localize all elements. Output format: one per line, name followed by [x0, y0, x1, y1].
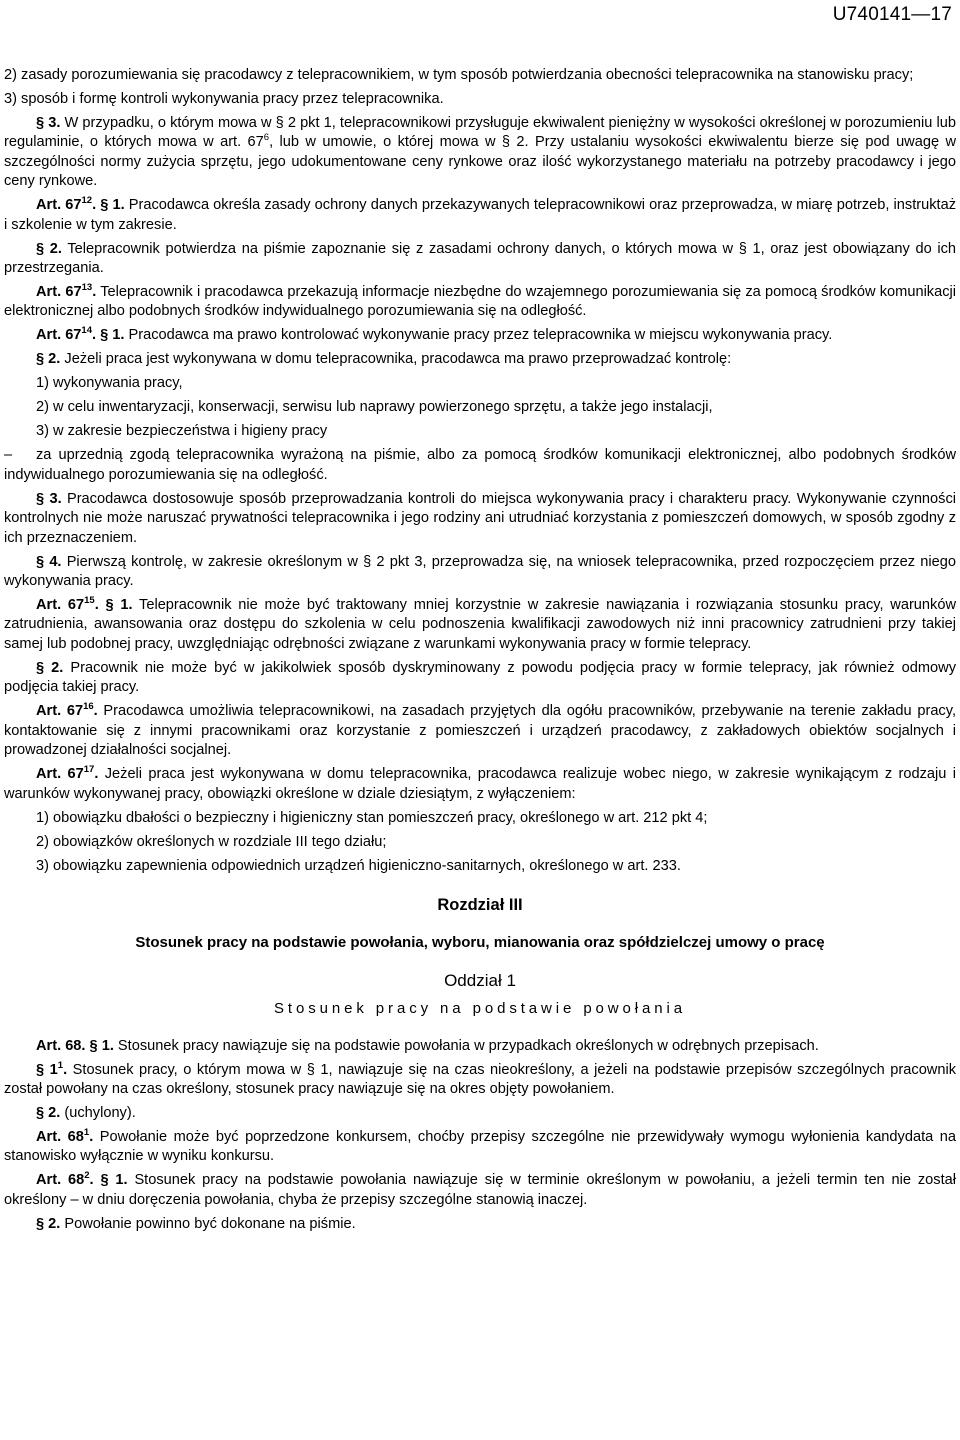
bold-text: Art. 67 [36, 327, 82, 344]
paragraph [4, 702, 956, 760]
bold-text: Art. 67 [36, 284, 82, 301]
bold-text: § [36, 115, 49, 131]
text-run: 1) obowiązku dbałości o bezpieczny i higieniczny stan pomieszczeń pracy, określonego w art. 212 pkt 4; [36, 809, 708, 826]
text-run: Powołanie powinno być dokonane na piśmie. [60, 1215, 356, 1232]
superscript: 13 [81, 282, 93, 294]
bold-text: Art. 67 [36, 197, 82, 214]
paragraph [4, 1104, 956, 1123]
bold-text: § 2. [36, 351, 61, 368]
paragraph [4, 596, 956, 654]
bold-text: . [92, 284, 97, 301]
bold-text: Art. 68 [36, 1128, 84, 1145]
text-run: Stosunek pracy nawiązuje się na podstawie powołania w przypadkach określonych w odrębnych przepisach. [113, 1037, 819, 1054]
paragraph [4, 422, 956, 441]
bold-text: Art. 67 [36, 703, 84, 720]
bold-text: . § 1. [94, 597, 133, 614]
text-run: 2) w celu inwentaryzacji, konserwacji, serwisu lub naprawy powierzonego sprzętu, a także jego instalacji, [36, 399, 713, 416]
superscript: 12 [81, 195, 93, 207]
paragraph [4, 765, 956, 804]
text-run: Pracodawca ma prawo kontrolować wykonywanie pracy przez telepracownika w miejscu wykonywania pracy. [124, 327, 833, 344]
paragraph [4, 374, 956, 393]
bold-text: Art. 67 [36, 766, 84, 783]
superscript: 1 [57, 1059, 64, 1071]
bold-text: § 1 [36, 1061, 58, 1078]
text-run: 2) zasady porozumiewania się pracodawcy z telepracownikiem, w tym sposób potwierdzania obecności telepracownika na stanowisku pracy; [4, 67, 914, 83]
paragraph [4, 350, 956, 369]
paragraph [4, 114, 956, 192]
text-run: Pierwszą kontrolę, w zakresie określonym w § 2 pkt 3, przeprowadza się, na wniosek telepracownika, przed rozpoczęciem przez niego wykonywania pracy. [4, 553, 956, 590]
bold-text: . [94, 766, 99, 783]
bold-text: . [63, 1061, 68, 1078]
superscript: 14 [81, 325, 92, 337]
text-run: , lub w umowie, o której mowa w § 2. Przy ustalaniu wysokości ekwiwalentu bierze się pod uwagę w szczególności normy zużycia sprzętu, jego udokumentowane ceny rynkowe oraz ilość wykorzystanego materiału na potrzeby pracodawcy i jego ceny rynkowe. [4, 134, 956, 190]
text-run: za uprzednią zgodą telepracownika wyrażoną na piśmie, albo za pomocą środków komunikacji elektronicznej, albo podobnych środków indywidualnego porozumiewania się na odległość. [4, 447, 956, 483]
paragraph [4, 240, 956, 279]
text-run: 3) w zakresie bezpieczeństwa i higieny pracy [36, 423, 328, 440]
paragraph [4, 659, 956, 698]
text-run: W przypadku, o którym mowa w § 2 pkt 1, telepracownikowi przysługuje ekwiwalent pieniężny w wysokości określonej w porozumieniu lub regulaminie, o których mowa w art. 67 [4, 115, 956, 151]
bold-text: Art. 68. § 1. [36, 1037, 114, 1054]
paragraph [4, 326, 956, 345]
bold-text: . [93, 703, 98, 720]
text-run: Telepracownik i pracodawca przekazują informacje niezbędne do wzajemnego porozumiewania się za pomocą środków komunikacji elektronicznej albo podobnych środków indywidualnego porozumiewania się na odległość. [4, 284, 956, 320]
bold-text: . § 1. [92, 197, 125, 214]
paragraph [4, 833, 956, 852]
division-heading: Oddział 1 [444, 970, 516, 990]
text-run: Telepracownik potwierdza na piśmie zapoznanie się z zasadami ochrony danych, o których mowa w § 1, oraz jest obowiązany do ich przestrzegania. [4, 240, 956, 277]
text-run: Jeżeli praca jest wykonywana w domu telepracownika, pracodawca realizuje wobec niego, w zakresie wynikającym z rodzaju i warunków wykonywanej pracy, obowiązki określone w dziale dziesiątym, z wyłączeniem: [4, 766, 956, 802]
paragraph [4, 90, 956, 109]
section-telework [4, 66, 956, 876]
section-appointment [4, 1037, 956, 1235]
document-body [4, 66, 956, 1239]
text-run: Pracodawca określa zasady ochrony danych przekazywanych telepracownikowi oraz przeprowadza, w miarę potrzeb, instruktaż i szkolenie w tym zakresie. [4, 197, 957, 233]
superscript: 16 [83, 701, 94, 713]
paragraph [4, 446, 956, 485]
bold-text: § 2. [36, 1215, 61, 1232]
text-run: (uchylony). [60, 1104, 136, 1121]
superscript: 6 [263, 132, 270, 144]
paragraph [4, 490, 956, 548]
page-header: U740141—17 [832, 4, 952, 25]
paragraph [4, 283, 956, 322]
text-run: Pracodawca dostosowuje sposób przeprowadzania kontroli do miejsca wykonywania pracy i charakteru pracy. Wykonywanie czynności kontrolnych nie może naruszać prywatności telepracownika i jego rodziny ani utrudniać korzystania z pomieszczeń domowych, w sposób zgodny z ich przeznaczeniem. [4, 490, 956, 546]
text-run: Stosunek pracy, o którym mowa w § 1, nawiązuje się na czas nieokreślony, a jeżeli na podstawie przepisów szczególnych pracownik został powołany na czas określony, stosunek pracy nawiązuje się na okres objęty powołaniem. [4, 1061, 957, 1097]
bold-text: § 3. [36, 490, 62, 507]
bold-text: . § 1. [89, 1172, 128, 1189]
bold-text: § 4. [36, 553, 62, 570]
superscript: 17 [83, 764, 95, 776]
paragraph [4, 66, 956, 85]
bold-text: . § 1. [92, 327, 125, 344]
paragraph [4, 1128, 956, 1167]
bold-text: 3. [48, 115, 61, 131]
paragraph [4, 1215, 956, 1234]
chapter-heading: Rozdział III [437, 895, 523, 914]
paragraph [4, 398, 956, 417]
paragraph [4, 553, 956, 592]
bold-text: Art. 68 [36, 1172, 85, 1189]
paragraph [4, 1037, 956, 1056]
paragraph [4, 1061, 956, 1100]
chapter-title: Stosunek pracy na podstawie powołania, wyboru, mianowania oraz spółdzielczej umowy o pracę [135, 934, 825, 952]
text-run: 1) wykonywania pracy, [36, 375, 183, 392]
bold-text: § 2. [36, 240, 62, 257]
bold-text: § 2. [36, 1104, 61, 1121]
text-run: Powołanie może być poprzedzone konkursem, choćby przepisy szczególne nie przewidywały wymogu wyłonienia kandydata na stanowisko wyłącznie w wyniku konkursu. [4, 1128, 956, 1165]
division-title: Stosunek pracy na podstawie powołania [274, 1000, 686, 1018]
paragraph [4, 196, 956, 235]
text-run: 3) sposób i formę kontroli wykonywania pracy przez telepracownika. [4, 91, 444, 107]
paragraph [4, 857, 956, 876]
text-run: 3) obowiązku zapewnienia odpowiednich urządzeń higieniczno-sanitarnych, określonego w art. 233. [36, 857, 681, 874]
superscript: 15 [84, 595, 95, 607]
bold-text: § 2. [36, 659, 64, 676]
superscript: 1 [83, 1127, 90, 1139]
text-run: Pracownik nie może być w jakikolwiek sposób dyskryminowany z powodu podjęcia pracy w formie telepracy, jak również odmowy podjęcia takiej pracy. [4, 659, 957, 696]
text-run: Stosunek pracy na podstawie powołania nawiązuje się w terminie określonym w powołaniu, a jeżeli termin ten nie został określony – w dniu doręczenia powołania, chyba że przepisy szczególne stanowią inaczej. [4, 1172, 956, 1208]
bold-text: . [89, 1128, 94, 1145]
paragraph [4, 809, 956, 828]
text-run: Telepracownik nie może być traktowany mniej korzystnie w zakresie nawiązania i rozwiązania stosunku pracy, warunków zatrudnienia, awansowania oraz dostępu do szkolenia w celu podnoszenia kwalifikacji zawodowych niż inni pracownicy zatrudnieni przy takiej samej lub podobnej pracy, uwzględniając odrębności związane z warunkami wykonywania pracy w formie telepracy. [4, 597, 956, 652]
bold-text: Art. 67 [36, 597, 85, 614]
text-run: 2) obowiązków określonych w rozdziale III tego działu; [36, 833, 387, 850]
paragraph [4, 1171, 956, 1210]
text-run: Pracodawca umożliwia telepracownikowi, na zasadach przyjętych dla ogółu pracowników, przebywanie na terenie zakładu pracy, kontaktowanie się z innymi pracownikami oraz korzystanie z pomieszczeń i urządzeń pracodawcy, z zakładowych obiektów socjalnych i prowadzonej działalności socjalnej. [4, 703, 957, 759]
text-run: Jeżeli praca jest wykonywana w domu telepracownika, pracodawca ma prawo przeprowadzać kontrolę: [60, 351, 732, 368]
dash-marker: – [4, 447, 13, 464]
superscript: 2 [84, 1170, 90, 1182]
